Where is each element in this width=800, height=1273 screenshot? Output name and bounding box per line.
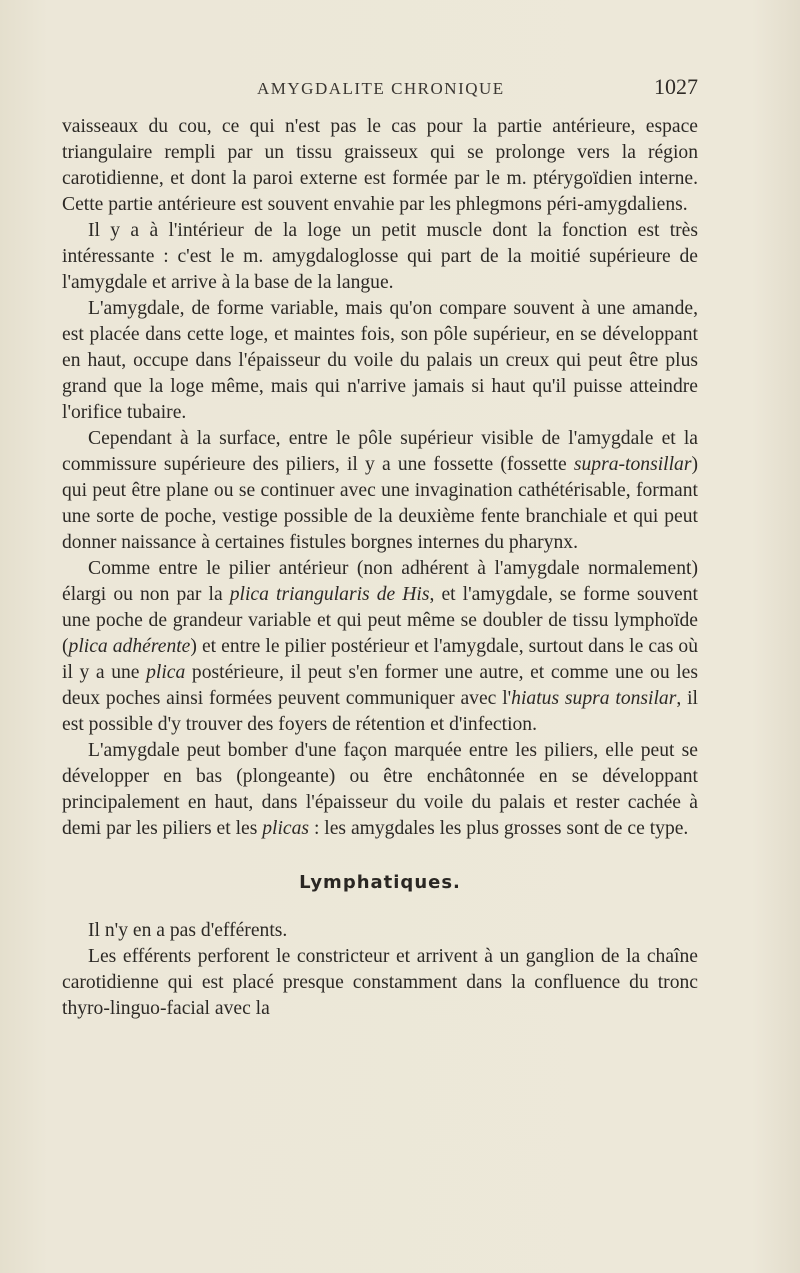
term-plicas: plicas [262,818,310,839]
body-text [62,114,698,1022]
paragraph-3: L'amygdale, de forme variable, mais qu'on compare souvent à une amande, est placée dans cette loge, et maintes fois, son pôle supérieur, en se développant en haut, occupe dans l'épaisseur du voile du palais un creux qui peut être plus grand que la loge même, mais qui n'arrive jamais si haut qu'il puisse atteindre l'orifice tubaire. [62,298,698,423]
page-number: 1027 [654,74,698,99]
page-header [62,76,698,106]
term-supra-tonsillar: supra-tonsillar [573,454,692,475]
running-title: AMYGDALITE CHRONIQUE [257,79,505,98]
paragraph-2: Il y a à l'intérieur de la loge un petit muscle dont la fonction est très intéressante : c'est le m. amygdaloglosse qui part de la moitié supérieure de l'amygdale et arrive à la base de la langue. [62,220,698,293]
paragraph-6: L'amygdale peut bomber d'une façon marquée entre les piliers, elle peut se développer en bas (plongeante) ou être enchâtonnée en se développant principalement en haut, dans l'épaisseur du voile du palais et rester cachée à demi par les piliers et les plicas : les amygdales les plus grosses sont de ce type. [62,740,698,839]
term-hiatus: hiatus supra tonsilar [511,688,677,709]
paragraph-4: Cependant à la surface, entre le pôle supérieur visible de l'amygdale et la commissure supérieure des piliers, il y a une fossette (fossette supra-tonsillar) qui peut être plane ou se continuer avec une invagination cathétérisable, formant une sorte de poche, vestige possible de la deuxième fente branchiale et qui peut donner naissance à certaines fistules borgnes internes du pharynx. [62,428,698,553]
paragraph-7: Il n'y en a pas d'efférents. [88,920,288,941]
term-plica-adherente: plica adhérente [68,636,191,657]
paragraph-8: Les efférents perforent le constricteur et arrivent à un ganglion de la chaîne carotidienne qui est placé presque constamment dans la confluence du tronc thyro-linguo-facial avec la [62,946,698,1019]
paragraph-1: vaisseaux du cou, ce qui n'est pas le cas pour la partie antérieure, espace triangulaire rempli par un tissu graisseux qui se prolonge vers la région carotidienne, et dont la paroi externe est formée par le m. ptérygoïdien interne. Cette partie antérieure est souvent envahie par les phlegmons péri-amygdaliens. [62,116,698,215]
section-heading-lymphatiques: Lymphatiques. [299,872,461,893]
term-plica: plica [146,662,186,683]
term-plica-triangularis: plica triangularis de His [229,584,430,605]
paragraph-5: Comme entre le pilier antérieur (non adhérent à l'amygdale normalement) élargi ou non par la plica triangularis de His, et l'amygdale, se forme souvent une poche de grandeur variable et qui peut même se doubler de tissu lymphoïde (plica adhérente) et entre le pilier postérieur et l'amygdale, surtout dans le cas où il y a une plica postérieure, il peut s'en former une autre, et comme une ou les deux poches ainsi formées peuvent communiquer avec l'hiatus supra tonsilar, il est possible d'y trouver des foyers de rétention et d'infection. [62,558,698,735]
